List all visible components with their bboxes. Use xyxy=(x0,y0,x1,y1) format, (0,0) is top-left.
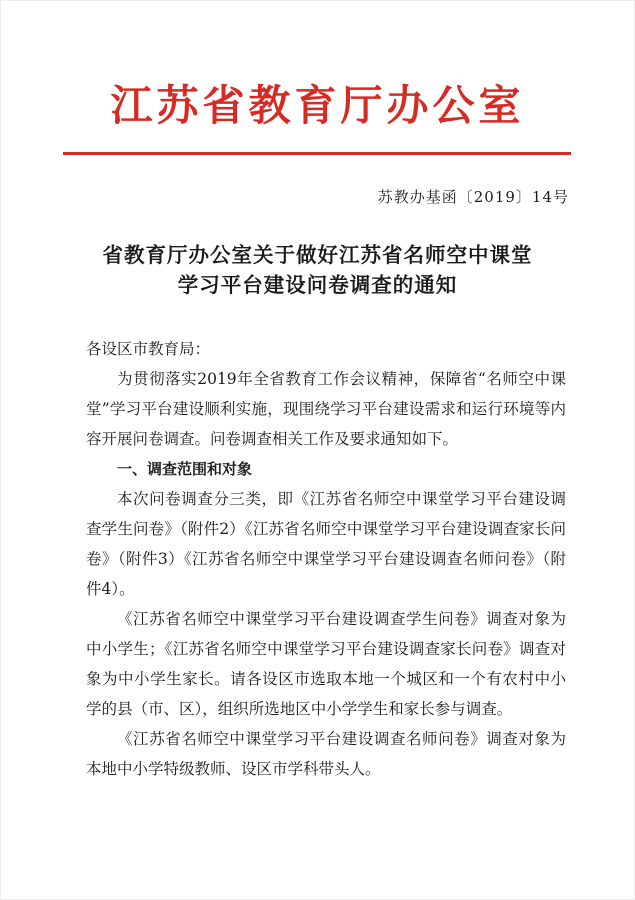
document-number: 苏教办基函〔2019〕14号 xyxy=(377,188,569,206)
salutation: 各设区市教育局： xyxy=(86,340,211,358)
document-body xyxy=(86,334,566,784)
paragraph-survey-types: 本次问卷调查分三类，即《江苏省名师空中课堂学习平台建设调查学生问卷》（附件2）《江苏省名师空中课堂学习平台建设调查家长问卷》（附件3）《江苏省名师空中课堂学习平台建设调查名师问卷》（附件4）。 xyxy=(86,490,566,598)
document-title-line-2: 学习平台建设问卷调查的通知 xyxy=(177,273,458,297)
section-heading-scope: 一、调查范围和对象 xyxy=(117,460,253,478)
document-title xyxy=(60,240,575,300)
paragraph-teacher-targets: 《江苏省名师空中课堂学习平台建设调查名师问卷》调查对象为本地中小学特级教师、设区市学科带头人。 xyxy=(86,730,566,778)
letterhead-red-rule xyxy=(63,152,571,155)
document-title-line-1: 省教育厅办公室关于做好江苏省名师空中课堂 xyxy=(102,243,533,267)
intro-paragraph: 为贯彻落实2019年全省教育工作会议精神，保障省“名师空中课堂”学习平台建设顺利实施，现围绕学习平台建设需求和运行环境等内容开展问卷调查。问卷调查相关工作及要求通知如下。 xyxy=(86,370,566,448)
paragraph-student-parent-targets: 《江苏省名师空中课堂学习平台建设调查学生问卷》调查对象为中小学生；《江苏省名师空中课堂学习平台建设调查家长问卷》调查对象为中小学生家长。请各设区市选取本地一个城区和一个有农村中小学的县（市、区），组织所选地区中小学学生和家长参与调查。 xyxy=(86,610,566,718)
org-letterhead-title: 江苏省教育厅办公室 xyxy=(110,81,525,130)
